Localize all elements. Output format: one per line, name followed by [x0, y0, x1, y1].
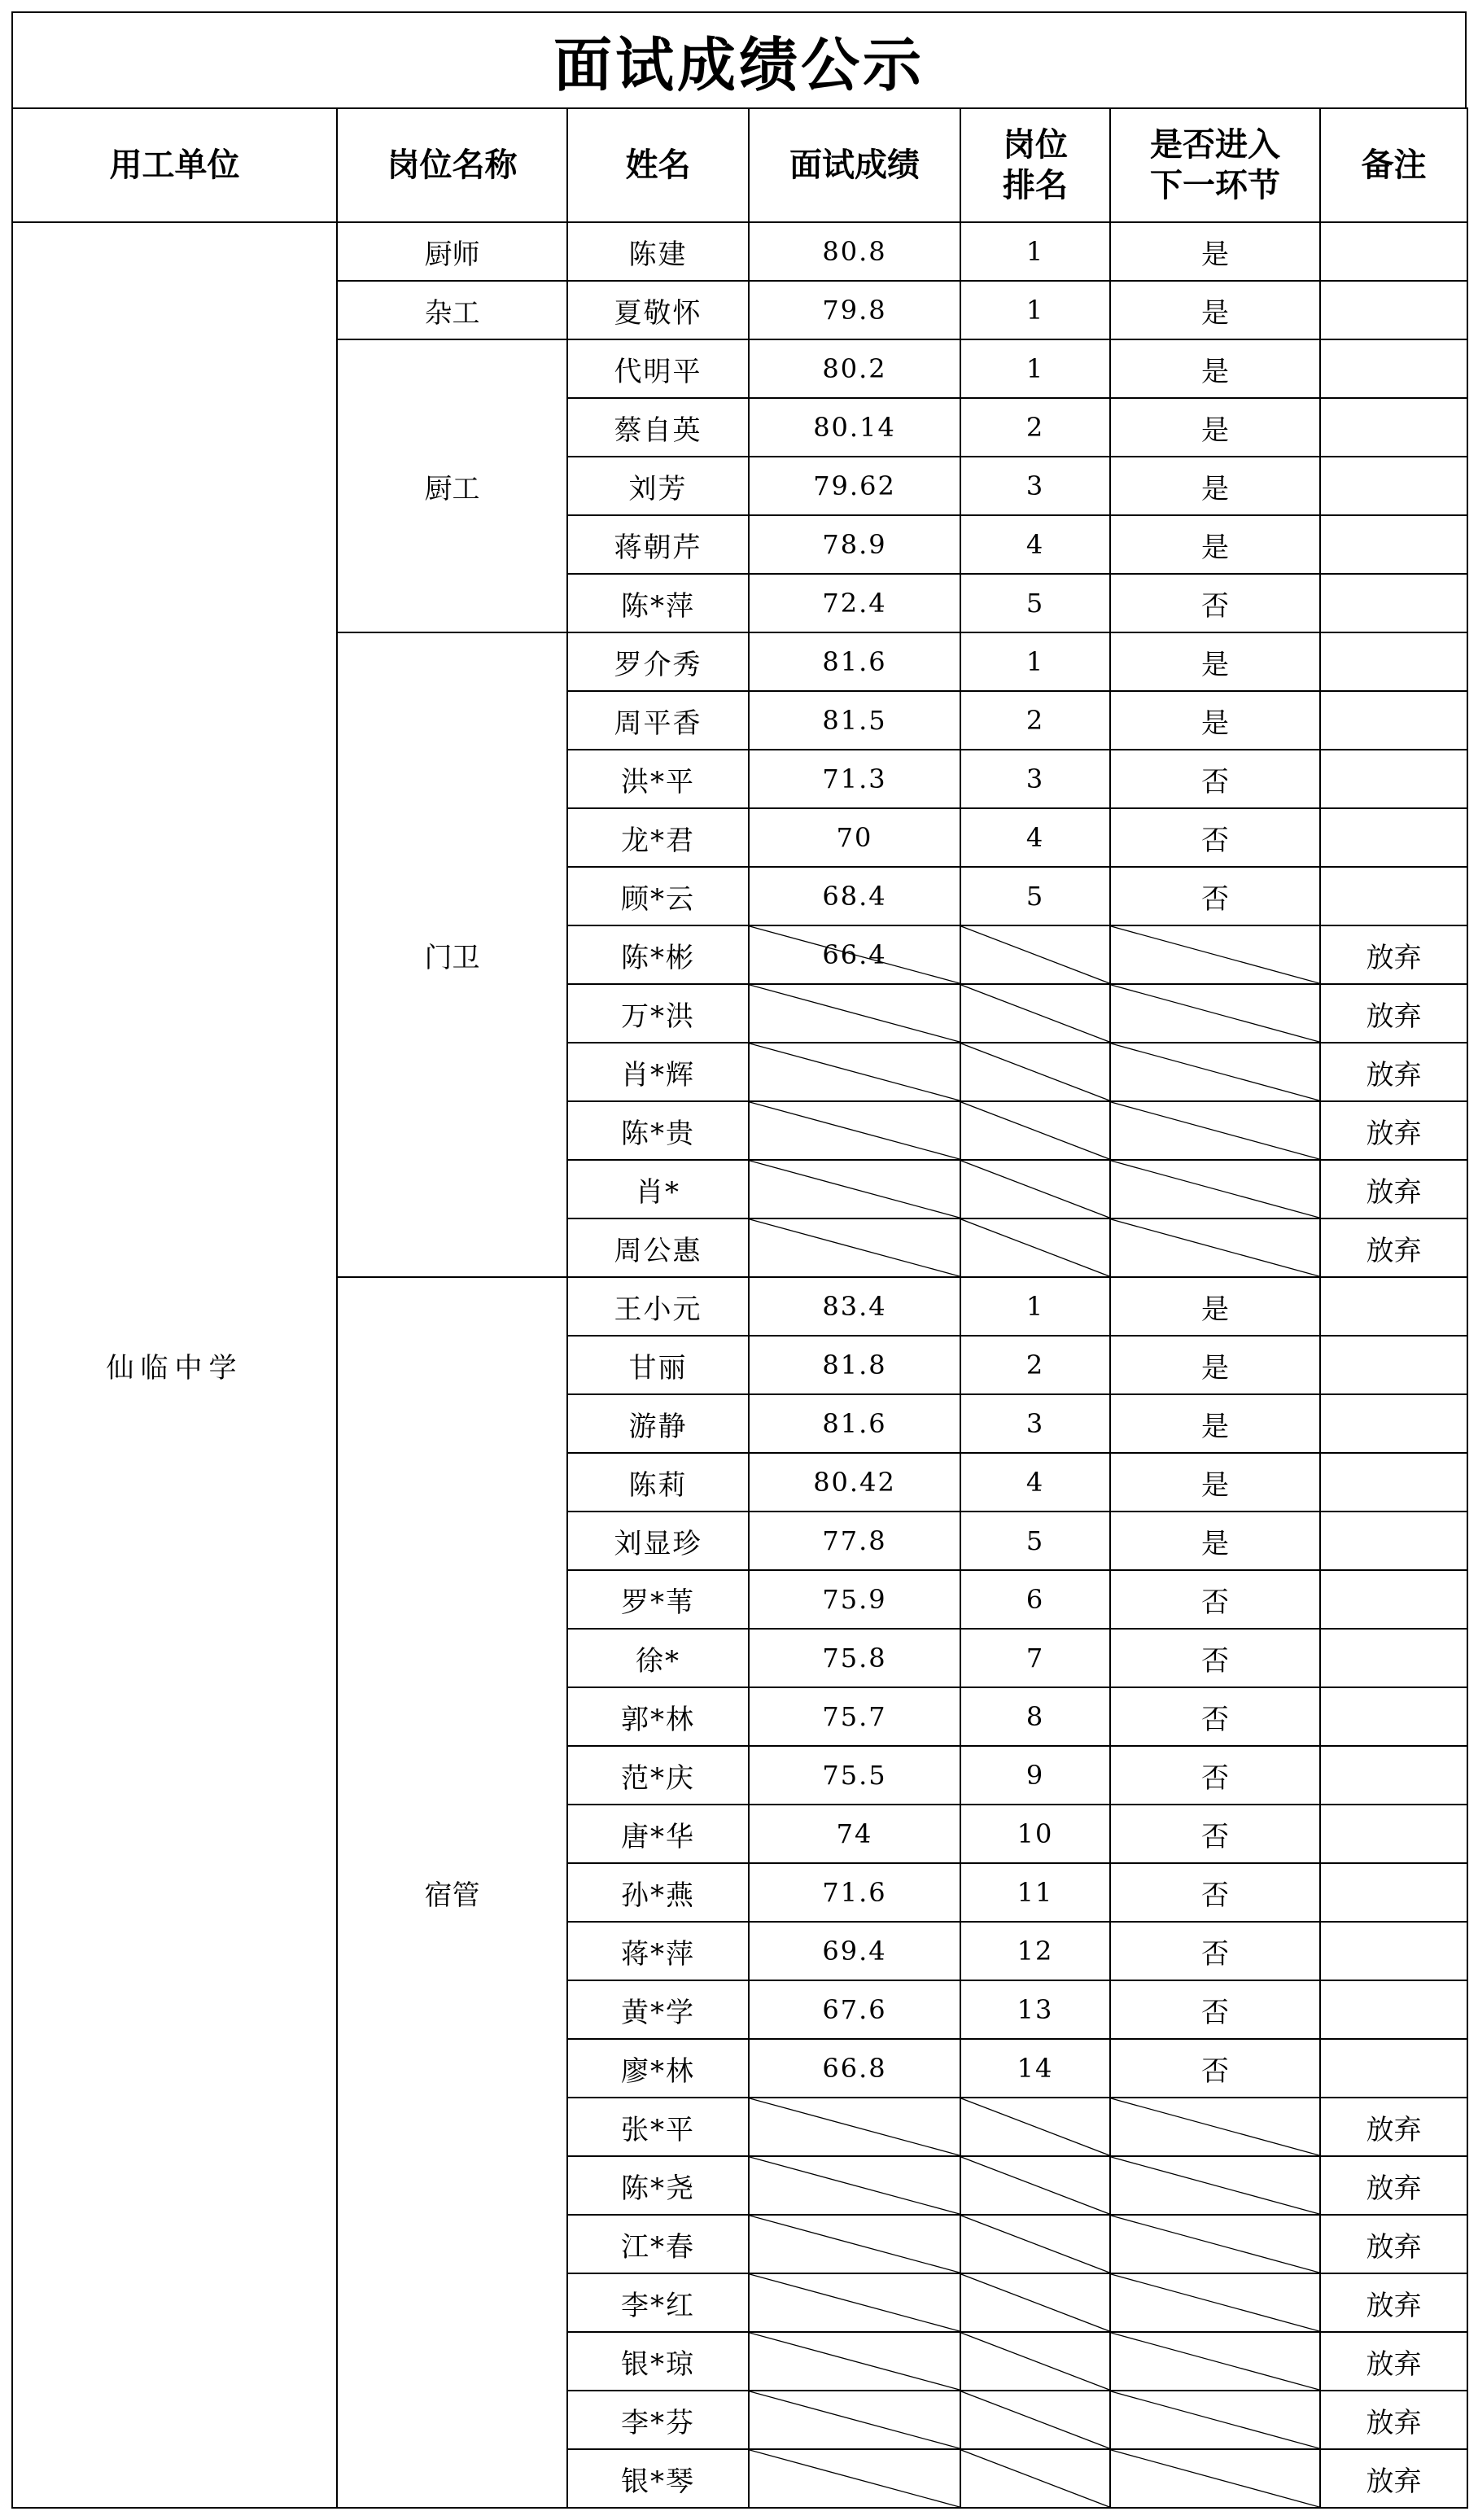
next-step-cell: 否 [1110, 1746, 1320, 1805]
table-body [12, 222, 1467, 2508]
note-cell [1320, 632, 1467, 691]
score-cell: 78.9 [749, 515, 960, 574]
header-unit: 用工单位 [12, 108, 337, 222]
header-rank: 岗位 排名 [960, 108, 1110, 222]
position-cell: 厨工 [337, 339, 567, 632]
score-cell [749, 1160, 960, 1218]
name-cell: 范*庆 [567, 1746, 749, 1805]
table-row [12, 222, 1467, 281]
note-cell: 放弃 [1320, 2156, 1467, 2215]
name-cell: 周平香 [567, 691, 749, 750]
rank-cell-void [960, 984, 1110, 1043]
note-cell [1320, 1512, 1467, 1570]
rank-cell-void [960, 1218, 1110, 1277]
score-cell: 81.6 [749, 632, 960, 691]
name-cell: 夏敬怀 [567, 281, 749, 339]
rank-cell-void [960, 2156, 1110, 2215]
next-cell-void [1110, 2391, 1320, 2449]
rank-cell-void [960, 2332, 1110, 2391]
score-cell: 80.42 [749, 1453, 960, 1512]
next-step-cell: 是 [1110, 1394, 1320, 1453]
next-step-cell: 是 [1110, 281, 1320, 339]
note-cell: 放弃 [1320, 925, 1467, 984]
note-cell [1320, 1746, 1467, 1805]
next-cell-void [1110, 2098, 1320, 2156]
rank-cell-void [960, 1043, 1110, 1101]
rank-cell: 1 [960, 222, 1110, 281]
name-cell: 王小元 [567, 1277, 749, 1336]
next-step-cell: 是 [1110, 691, 1320, 750]
name-cell: 银*琼 [567, 2332, 749, 2391]
name-cell: 陈莉 [567, 1453, 749, 1512]
rank-cell: 8 [960, 1687, 1110, 1746]
note-cell: 放弃 [1320, 984, 1467, 1043]
rank-cell: 11 [960, 1863, 1110, 1922]
score-cell [749, 1218, 960, 1277]
rank-cell-void [960, 925, 1110, 984]
score-cell: 81.6 [749, 1394, 960, 1453]
rank-cell: 9 [960, 1746, 1110, 1805]
next-step-cell: 否 [1110, 867, 1320, 925]
next-step-cell: 是 [1110, 632, 1320, 691]
next-step-cell: 否 [1110, 574, 1320, 632]
note-cell [1320, 867, 1467, 925]
rank-cell-void [960, 2273, 1110, 2332]
name-cell: 陈建 [567, 222, 749, 281]
score-cell: 75.9 [749, 1570, 960, 1629]
next-step-cell: 是 [1110, 515, 1320, 574]
name-cell: 唐*华 [567, 1805, 749, 1863]
score-cell: 80.14 [749, 398, 960, 457]
note-cell [1320, 222, 1467, 281]
results-table [11, 107, 1468, 2509]
note-cell: 放弃 [1320, 2391, 1467, 2449]
score-cell: 83.4 [749, 1277, 960, 1336]
rank-cell: 4 [960, 1453, 1110, 1512]
score-cell: 71.6 [749, 1863, 960, 1922]
note-cell [1320, 574, 1467, 632]
rank-cell: 5 [960, 574, 1110, 632]
rank-cell: 3 [960, 750, 1110, 808]
note-cell: 放弃 [1320, 1218, 1467, 1277]
note-cell [1320, 1394, 1467, 1453]
name-cell: 罗*苇 [567, 1570, 749, 1629]
note-cell: 放弃 [1320, 2449, 1467, 2508]
name-cell: 刘芳 [567, 457, 749, 515]
rank-cell: 2 [960, 691, 1110, 750]
note-cell [1320, 281, 1467, 339]
unit-cell: 仙临中学 [12, 222, 337, 2508]
note-cell [1320, 808, 1467, 867]
next-step-cell: 是 [1110, 1512, 1320, 1570]
note-cell [1320, 1453, 1467, 1512]
note-cell [1320, 2039, 1467, 2098]
note-cell [1320, 457, 1467, 515]
note-cell: 放弃 [1320, 2332, 1467, 2391]
score-cell: 75.5 [749, 1746, 960, 1805]
name-cell: 张*平 [567, 2098, 749, 2156]
name-cell: 肖*辉 [567, 1043, 749, 1101]
rank-cell: 3 [960, 1394, 1110, 1453]
next-step-cell: 是 [1110, 339, 1320, 398]
name-cell: 周公惠 [567, 1218, 749, 1277]
rank-cell: 6 [960, 1570, 1110, 1629]
score-cell [749, 2098, 960, 2156]
next-step-cell: 否 [1110, 808, 1320, 867]
header-position: 岗位名称 [337, 108, 567, 222]
rank-cell: 2 [960, 398, 1110, 457]
score-cell [749, 2449, 960, 2508]
note-cell [1320, 691, 1467, 750]
score-cell: 80.8 [749, 222, 960, 281]
name-cell: 陈*萍 [567, 574, 749, 632]
next-step-cell: 是 [1110, 1453, 1320, 1512]
header-note: 备注 [1320, 108, 1467, 222]
rank-cell: 1 [960, 281, 1110, 339]
note-cell [1320, 398, 1467, 457]
name-cell: 黄*学 [567, 1980, 749, 2039]
score-cell [749, 984, 960, 1043]
note-cell: 放弃 [1320, 2273, 1467, 2332]
header-score: 面试成绩 [749, 108, 960, 222]
score-cell [749, 2273, 960, 2332]
note-cell [1320, 1805, 1467, 1863]
name-cell: 洪*平 [567, 750, 749, 808]
page-title: 面试成绩公示 [553, 31, 925, 99]
note-cell [1320, 1336, 1467, 1394]
name-cell: 刘显珍 [567, 1512, 749, 1570]
score-cell: 81.8 [749, 1336, 960, 1394]
name-cell: 陈*彬 [567, 925, 749, 984]
next-cell-void [1110, 2215, 1320, 2273]
rank-cell: 1 [960, 632, 1110, 691]
note-cell [1320, 1277, 1467, 1336]
rank-cell: 4 [960, 808, 1110, 867]
score-value: 66.4 [822, 939, 887, 970]
score-cell: 77.8 [749, 1512, 960, 1570]
rank-cell-void [960, 2391, 1110, 2449]
next-step-cell: 否 [1110, 1863, 1320, 1922]
score-cell: 70 [749, 808, 960, 867]
next-step-cell: 否 [1110, 1570, 1320, 1629]
score-cell: 74 [749, 1805, 960, 1863]
name-cell: 蔡自英 [567, 398, 749, 457]
name-cell: 蒋朝芹 [567, 515, 749, 574]
score-cell: 72.4 [749, 574, 960, 632]
score-cell: 75.8 [749, 1629, 960, 1687]
score-cell [749, 2391, 960, 2449]
next-step-cell: 否 [1110, 2039, 1320, 2098]
name-cell: 肖* [567, 1160, 749, 1218]
name-cell: 代明平 [567, 339, 749, 398]
score-cell: 67.6 [749, 1980, 960, 2039]
score-cell: 68.4 [749, 867, 960, 925]
rank-cell: 4 [960, 515, 1110, 574]
rank-cell: 10 [960, 1805, 1110, 1863]
next-step-cell: 否 [1110, 1805, 1320, 1863]
score-cell [749, 2215, 960, 2273]
rank-cell-void [960, 2449, 1110, 2508]
name-cell: 李*芬 [567, 2391, 749, 2449]
name-cell: 甘丽 [567, 1336, 749, 1394]
next-cell-void [1110, 1043, 1320, 1101]
next-cell-void [1110, 1101, 1320, 1160]
rank-cell: 5 [960, 867, 1110, 925]
name-cell: 银*琴 [567, 2449, 749, 2508]
score-cell: 79.8 [749, 281, 960, 339]
next-cell-void [1110, 2449, 1320, 2508]
next-cell-void [1110, 1160, 1320, 1218]
next-step-cell: 是 [1110, 1277, 1320, 1336]
rank-cell: 1 [960, 339, 1110, 398]
score-cell: 66.8 [749, 2039, 960, 2098]
score-cell [749, 1043, 960, 1101]
header-name: 姓名 [567, 108, 749, 222]
next-cell-void [1110, 2156, 1320, 2215]
position-cell: 杂工 [337, 281, 567, 339]
name-cell: 游静 [567, 1394, 749, 1453]
rank-cell-void [960, 1101, 1110, 1160]
position-cell: 宿管 [337, 1277, 567, 2508]
name-cell: 龙*君 [567, 808, 749, 867]
score-cell: 69.4 [749, 1922, 960, 1980]
note-cell [1320, 1629, 1467, 1687]
score-cell [749, 1101, 960, 1160]
rank-cell-void [960, 2098, 1110, 2156]
next-step-cell: 是 [1110, 457, 1320, 515]
next-step-cell: 否 [1110, 1629, 1320, 1687]
next-cell-void [1110, 2273, 1320, 2332]
score-cell: 75.7 [749, 1687, 960, 1746]
name-cell: 万*洪 [567, 984, 749, 1043]
title-box [11, 11, 1467, 107]
name-cell: 李*红 [567, 2273, 749, 2332]
note-cell: 放弃 [1320, 1101, 1467, 1160]
score-cell [749, 2332, 960, 2391]
rank-cell: 7 [960, 1629, 1110, 1687]
score-cell [749, 925, 960, 984]
rank-cell-void [960, 2215, 1110, 2273]
next-step-cell: 是 [1110, 1336, 1320, 1394]
note-cell: 放弃 [1320, 1043, 1467, 1101]
next-step-cell: 否 [1110, 750, 1320, 808]
next-step-cell: 是 [1110, 398, 1320, 457]
name-cell: 罗介秀 [567, 632, 749, 691]
note-cell: 放弃 [1320, 1160, 1467, 1218]
rank-cell: 2 [960, 1336, 1110, 1394]
score-cell [749, 2156, 960, 2215]
next-step-cell: 是 [1110, 222, 1320, 281]
note-cell [1320, 1980, 1467, 2039]
next-cell-void [1110, 984, 1320, 1043]
name-cell: 蒋*萍 [567, 1922, 749, 1980]
position-cell: 厨师 [337, 222, 567, 281]
score-cell: 79.62 [749, 457, 960, 515]
rank-cell: 12 [960, 1922, 1110, 1980]
name-cell: 江*春 [567, 2215, 749, 2273]
note-cell [1320, 750, 1467, 808]
name-cell: 顾*云 [567, 867, 749, 925]
position-cell: 门卫 [337, 632, 567, 1277]
name-cell: 陈*贵 [567, 1101, 749, 1160]
note-cell [1320, 515, 1467, 574]
score-cell: 80.2 [749, 339, 960, 398]
name-cell: 郭*林 [567, 1687, 749, 1746]
next-cell-void [1110, 925, 1320, 984]
name-cell: 徐* [567, 1629, 749, 1687]
header-row [12, 108, 1467, 222]
note-cell: 放弃 [1320, 2098, 1467, 2156]
score-cell: 71.3 [749, 750, 960, 808]
next-step-cell: 否 [1110, 1687, 1320, 1746]
note-cell [1320, 1863, 1467, 1922]
rank-cell: 14 [960, 2039, 1110, 2098]
note-cell [1320, 339, 1467, 398]
note-cell [1320, 1687, 1467, 1746]
rank-cell: 3 [960, 457, 1110, 515]
rank-cell: 1 [960, 1277, 1110, 1336]
name-cell: 陈*尧 [567, 2156, 749, 2215]
header-next-step: 是否进入 下一环节 [1110, 108, 1320, 222]
name-cell: 廖*林 [567, 2039, 749, 2098]
next-cell-void [1110, 1218, 1320, 1277]
next-step-cell: 否 [1110, 1980, 1320, 2039]
next-step-cell: 否 [1110, 1922, 1320, 1980]
score-cell: 81.5 [749, 691, 960, 750]
note-cell: 放弃 [1320, 2215, 1467, 2273]
rank-cell: 13 [960, 1980, 1110, 2039]
next-cell-void [1110, 2332, 1320, 2391]
rank-cell-void [960, 1160, 1110, 1218]
note-cell [1320, 1570, 1467, 1629]
rank-cell: 5 [960, 1512, 1110, 1570]
name-cell: 孙*燕 [567, 1863, 749, 1922]
note-cell [1320, 1922, 1467, 1980]
